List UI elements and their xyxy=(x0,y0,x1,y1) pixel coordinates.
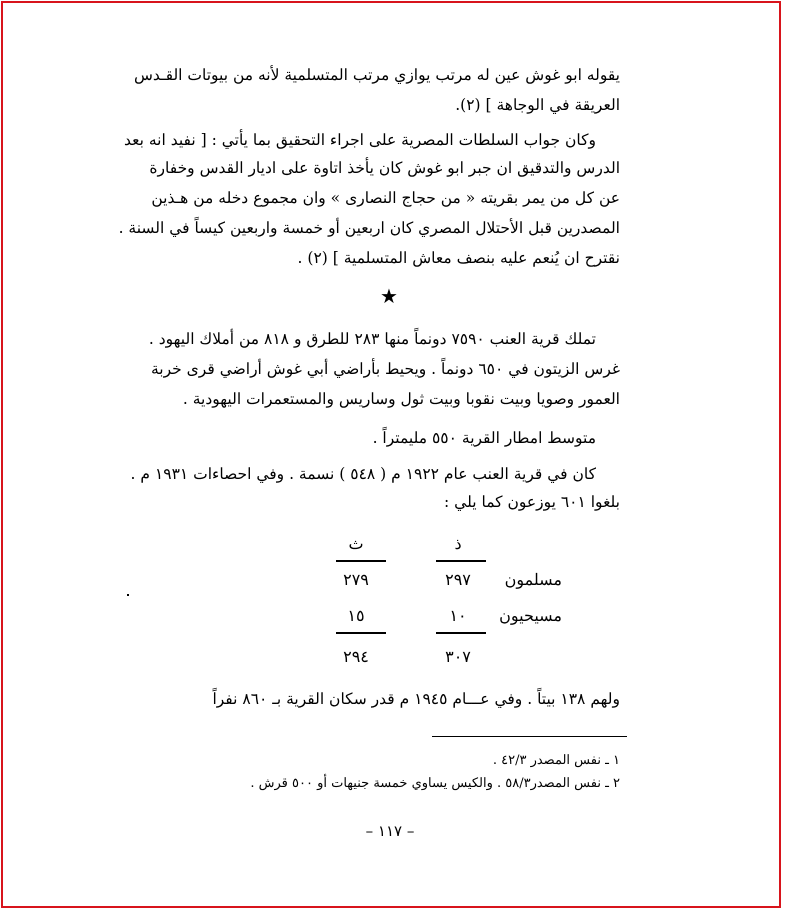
stray-mark xyxy=(127,594,129,596)
row-christians-female: ١٥ xyxy=(347,606,365,625)
paragraph3-line3: العمور وصويا وبيت نقوبا وبيت ثول وساريس والمستعمرات اليهودية . xyxy=(182,390,620,408)
total-male: ٣٠٧ xyxy=(445,647,471,666)
row-muslims-female: ٢٧٩ xyxy=(343,570,369,589)
paragraph2-line4: المصدرين قبل الأحتلال المصري كان اربعين أو خمسة واربعين كيساً في السنة . xyxy=(118,219,620,237)
row-label-muslims: مسلمون xyxy=(504,570,562,589)
paragraph2-line2: الدرس والتدقيق ان جبر ابو غوش كان يأخذ اتاوة على اديار القدس وخفارة xyxy=(149,159,620,177)
paragraph1-line1: يقوله ابو غوش عين له مرتب يوازي مرتب المتسلمية لأنه من بيوتات القـدس xyxy=(134,66,620,84)
row-christians-male: ١٠ xyxy=(449,606,467,625)
footnote-rule xyxy=(432,736,627,737)
paragraph5-line1: كان في قرية العنب عام ١٩٢٢ م ( ٥٤٨ ) نسمة . وفي احصاءات ١٩٣١ م . xyxy=(130,465,596,483)
section-separator-star: ★ xyxy=(380,284,398,308)
header-male: ذ xyxy=(454,534,462,553)
header-female: ث xyxy=(348,534,364,553)
footnote-2: ٢ ـ نفس المصدر٥٨/٣ . والكيس يساوي خمسة جنيهات أو ٥٠٠ قرش . xyxy=(250,776,620,791)
page-number: – ١١٧ – xyxy=(365,822,415,840)
paragraph6-houses: ولهم ١٣٨ بيتاً . وفي عـــام ١٩٤٥ م قدر سكان القرية بـ ٨٦٠ نفراً xyxy=(212,690,620,708)
paragraph4-rainfall: متوسط امطار القرية ٥٥٠ مليمتراً . xyxy=(372,429,596,447)
paragraph2-line1: وكان جواب السلطات المصرية على اجراء التحقيق بما يأتي : [ نفيد انه بعد xyxy=(124,131,596,149)
header-rule-male xyxy=(436,560,486,562)
row-muslims-male: ٢٩٧ xyxy=(445,570,471,589)
paragraph2-line5: نقترح ان يُنعم عليه بنصف معاش المتسلمية ] (٢) . xyxy=(297,249,620,267)
paragraph1-line2: العريقة في الوجاهة ] (٢). xyxy=(455,96,620,114)
total-rule-female xyxy=(336,632,386,634)
paragraph3-line1: تملك قرية العنب ٧٥٩٠ دونماً منها ٢٨٣ للطرق و ٨١٨ من أملاك اليهود . xyxy=(148,330,596,348)
paragraph5-line2: بلغوا ٦٠١ يوزعون كما يلي : xyxy=(444,493,620,511)
row-label-christians: مسيحيون xyxy=(499,606,562,625)
total-rule-male xyxy=(436,632,486,634)
total-female: ٢٩٤ xyxy=(343,647,369,666)
paragraph3-line2: غرس الزيتون في ٦٥٠ دونماً . ويحيط بأراضي أبي غوش أراضي قرى خربة xyxy=(150,360,620,378)
paragraph2-line3: عن كل من يمر بقريته « من حجاج النصارى » وان مجموع دخله من هـذين xyxy=(151,189,620,207)
header-rule-female xyxy=(336,560,386,562)
footnote-1: ١ ـ نفس المصدر ٤٢/٣ . xyxy=(492,753,620,768)
